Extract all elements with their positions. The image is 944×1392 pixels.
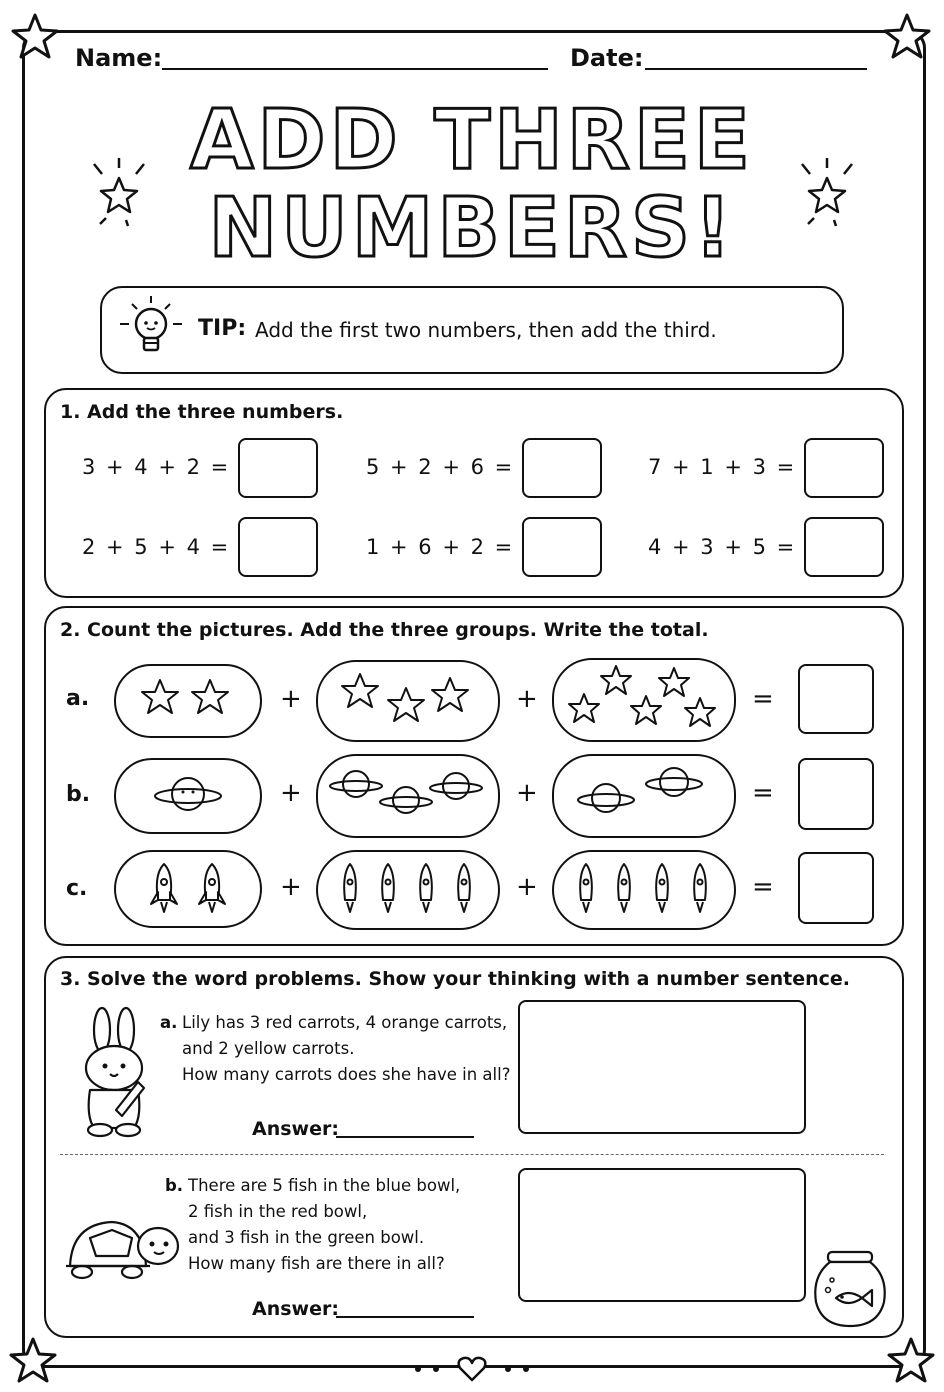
rocket-icon [142,860,238,916]
answer-box[interactable] [804,438,884,498]
problem-a-line: Lily has 3 red carrots, 4 orange carrots, [182,1013,508,1032]
planet-icon [576,764,712,824]
planet-icon [152,772,224,816]
date-label: Date: [570,44,644,72]
bunny-icon [76,1006,156,1138]
equals-sign: = [752,872,774,902]
planet-icon [328,764,484,824]
problem-b-label: b. [165,1176,184,1195]
row-label: c. [66,876,88,901]
section-3-title: 3. Solve the word problems. Show your thinking with a number sentence. [60,968,851,990]
answer-box[interactable] [238,438,318,498]
corner-star-icon [882,12,932,62]
star-icon [340,670,476,728]
row-label: a. [66,686,90,711]
page-subtitle: NUMBERS! [208,181,736,276]
answer-line[interactable] [336,1136,474,1138]
problem-b-line: How many fish are there in all? [188,1254,445,1273]
problem-b-line: and 3 fish in the green bowl. [188,1228,425,1247]
plus-sign: + [516,872,538,902]
problem-b-line: There are 5 fish in the blue bowl, [188,1176,461,1195]
heart-icon [408,1352,536,1384]
answer-box[interactable] [798,852,874,924]
section-2-title: 2. Count the pictures. Add the three groups. Write the total. [60,619,709,641]
plus-sign: + [516,778,538,808]
problem-4: 2 + 5 + 4 = [82,535,231,559]
rocket-icon [330,860,486,916]
answer-line[interactable] [336,1316,474,1318]
rocket-icon [566,860,722,916]
plus-sign: + [280,778,302,808]
corner-star-icon [8,1336,58,1386]
answer-label: Answer: [252,1118,339,1140]
problem-3: 7 + 1 + 3 = [648,455,797,479]
answer-box[interactable] [804,517,884,577]
work-box[interactable] [518,1000,806,1134]
star-icon [566,664,722,732]
equals-sign: = [752,684,774,714]
work-box[interactable] [518,1168,806,1302]
answer-label: Answer: [252,1298,339,1320]
problem-5: 1 + 6 + 2 = [366,535,515,559]
plus-sign: + [516,684,538,714]
problem-6: 4 + 3 + 5 = [648,535,797,559]
name-label: Name: [75,44,163,72]
problem-a-line: and 2 yellow carrots. [182,1039,355,1058]
answer-box[interactable] [798,664,874,734]
equals-sign: = [752,778,774,808]
answer-box[interactable] [238,517,318,577]
answer-box[interactable] [522,517,602,577]
sparkle-star-icon [86,156,152,236]
problem-b-line: 2 fish in the red bowl, [188,1202,368,1221]
tip-text: Add the first two numbers, then add the third. [255,318,717,342]
answer-box[interactable] [798,758,874,830]
tip-label: TIP: [198,316,247,341]
sparkle-star-icon [794,156,860,236]
date-field[interactable] [645,68,867,70]
corner-star-icon [10,12,60,62]
star-icon [140,676,240,720]
answer-box[interactable] [522,438,602,498]
page-title: ADD THREE [190,93,754,188]
problem-a-line: How many carrots does she have in all? [182,1065,511,1084]
turtle-icon [62,1210,182,1286]
section-1-title: 1. Add the three numbers. [60,401,344,423]
problem-1: 3 + 4 + 2 = [82,455,231,479]
divider [60,1154,884,1155]
fishbowl-icon [808,1246,892,1330]
row-label: b. [66,782,91,807]
corner-star-icon [886,1336,936,1386]
problem-2: 5 + 2 + 6 = [366,455,515,479]
plus-sign: + [280,872,302,902]
name-field[interactable] [162,68,548,70]
problem-a-label: a. [160,1013,178,1032]
plus-sign: + [280,684,302,714]
lightbulb-icon [116,292,186,364]
